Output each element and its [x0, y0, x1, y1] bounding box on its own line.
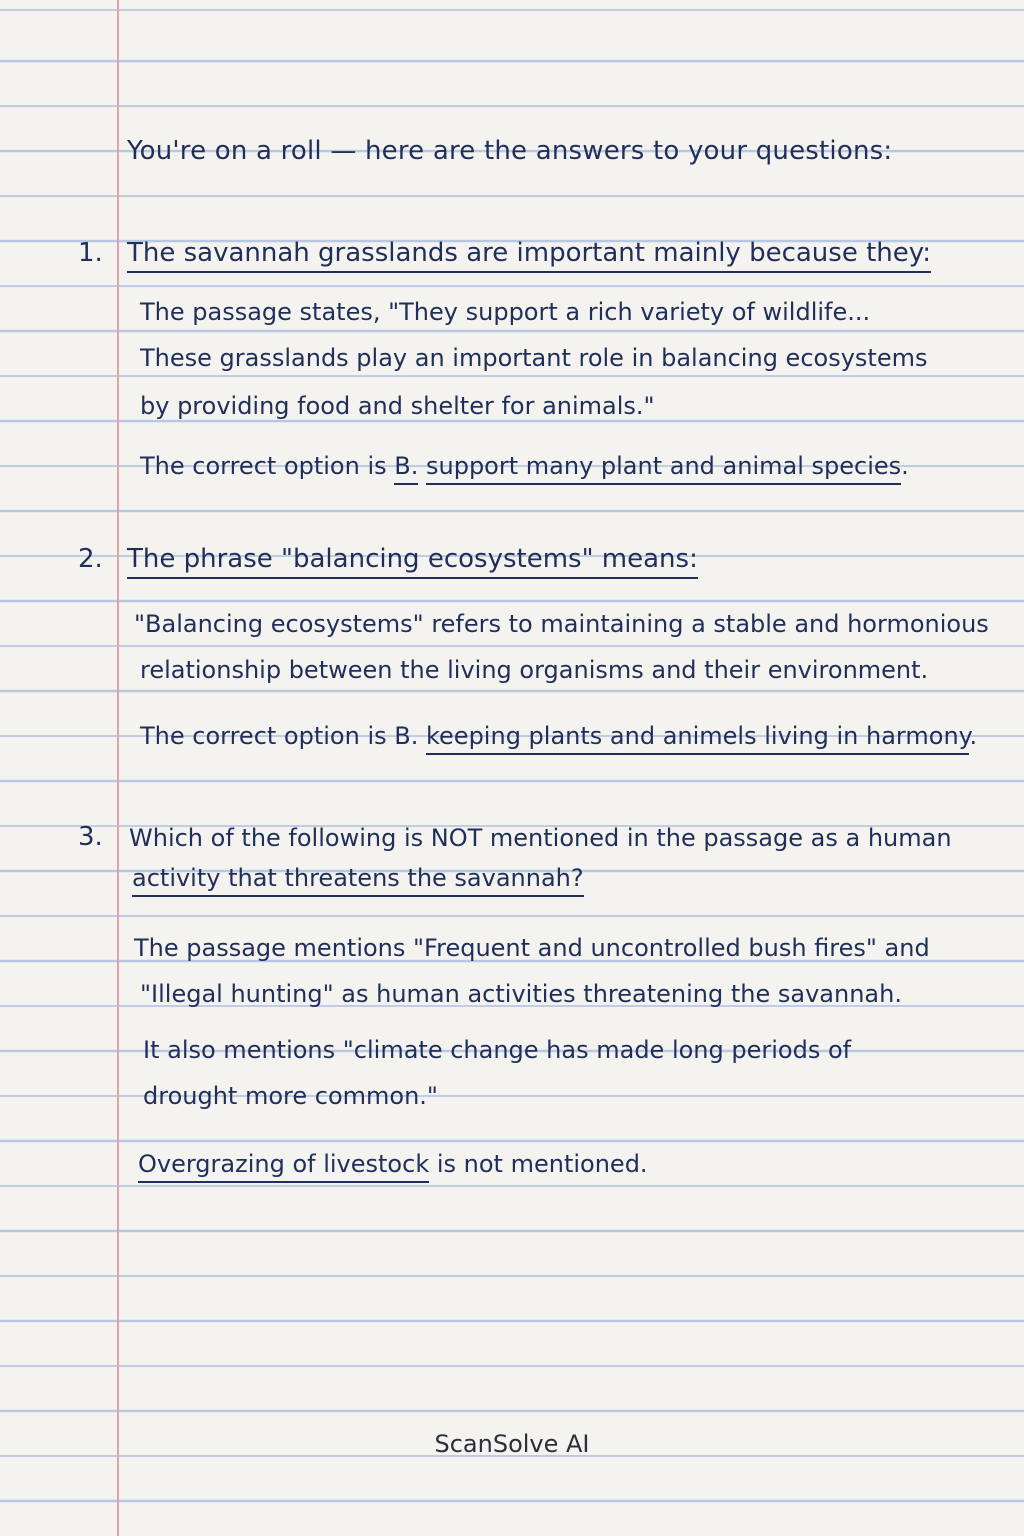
question-3-explanation-line: "Illegal hunting" as human activities threatening the savannah. — [140, 980, 902, 1008]
question-2-explanation-line: relationship between the living organisms and their environment. — [140, 656, 929, 684]
answer-letter: B. — [394, 722, 419, 750]
question-2-title: The phrase "balancing ecosystems" means: — [127, 544, 698, 579]
question-1-explanation-line: These grasslands play an important role in balancing ecosystems — [140, 344, 928, 372]
conclusion-underlined: Overgrazing of livestock — [138, 1150, 429, 1183]
answer-prefix: The correct option is — [140, 722, 387, 750]
answer-letter: B. — [394, 452, 418, 485]
question-1-explanation-line: The passage states, "They support a rich variety of wildlife... — [140, 298, 871, 326]
answer-text: support many plant and animal species — [426, 452, 901, 485]
question-1-explanation-line: by providing food and shelter for animals." — [140, 392, 655, 420]
question-3-title-line-1: Which of the following is NOT mentioned in the passage as a human — [129, 824, 952, 852]
question-2-number: 2. — [78, 544, 103, 574]
question-1-number: 1. — [78, 238, 103, 268]
answer-period: . — [969, 722, 978, 750]
question-3-explanation-line: It also mentions "climate change has made long periods of — [143, 1036, 852, 1064]
intro-text: You're on a roll — here are the answers to your questions: — [127, 136, 893, 166]
answer-text: keeping plants and animels living in harmony — [426, 722, 969, 755]
question-3-explanation-line: The passage mentions "Frequent and uncontrolled bush fires" and — [134, 934, 930, 962]
question-1-answer — [140, 452, 909, 480]
question-2-answer — [140, 722, 977, 750]
conclusion-rest: is not mentioned. — [436, 1150, 648, 1178]
question-3-conclusion — [138, 1150, 648, 1178]
question-2-explanation-line: "Balancing ecosystems" refers to maintaining a stable and hormonious — [134, 610, 989, 638]
answer-period: . — [901, 452, 909, 480]
answer-prefix: The correct option is — [140, 452, 387, 480]
question-1-title: The savannah grasslands are important mainly because they: — [127, 238, 931, 273]
question-3-number: 3. — [78, 822, 103, 852]
footer-brand: ScanSolve AI — [434, 1430, 590, 1458]
question-3-explanation-line: drought more common." — [143, 1082, 438, 1110]
question-3-title-line-2: activity that threatens the savannah? — [132, 864, 584, 897]
